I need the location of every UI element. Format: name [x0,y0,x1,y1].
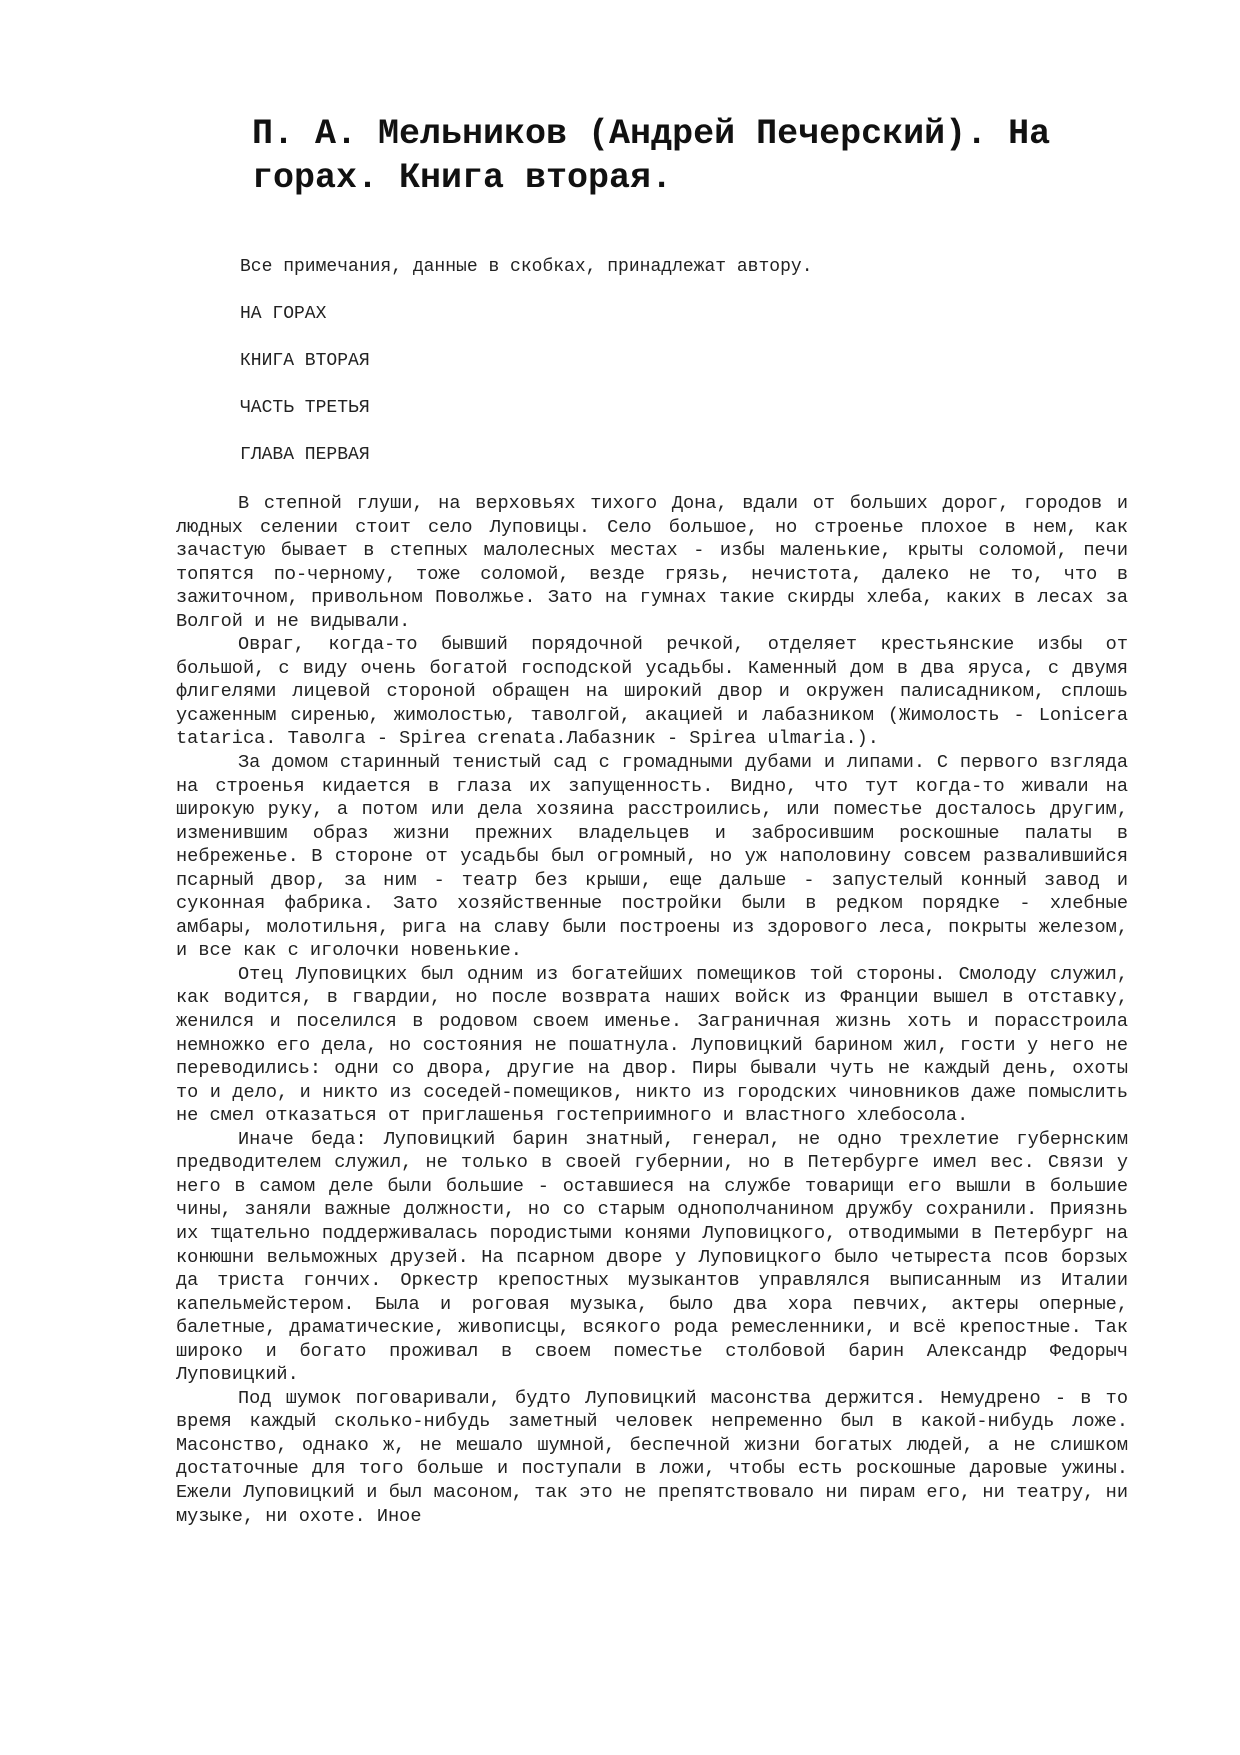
paragraph: Иначе беда: Луповицкий барин знатный, генерал, не одно трехлетие губернским предводителем служил, не только в своей губернии, но в Петербурге имел вес. Связи у него в самом деле были большие - оставшиеся на службе товарищи его вышли в большие чины, заняли важные должности, но со старым однополчанином дружбу сохранили. Приязнь их тщательно поддерживалась породистыми конями Луповицкого, отводимыми в Петербург на конюшни вельможных друзей. На псарном дворе у Луповицкого было четыреста псов борзых да триста гончих. Оркестр крепостных музыкантов управлялся выписанным из Италии капельмейстером. Была и роговая музыка, было два хора певчих, актеры оперные, балетные, драматические, живописцы, всякого рода ремесленники, и всё крепостные. Так широко и богато проживал в своем поместье столбовой барин Александр Федорыч Луповицкий. [176,1128,1128,1386]
heading-book: КНИГА ВТОРАЯ [240,351,370,371]
paragraph: Под шумок поговаривали, будто Луповицкий масонства держится. Немудрено - в то время каждый сколько-нибудь заметный человек непременно был в какой-нибудь ложе. Масонство, однако ж, не мешало шумной, беспечной жизни богатых людей, а не слишком достаточные для того больше и поступали в ложи, чтобы есть роскошные даровые ужины. Ежели Луповицкий и был масоном, так это не препятствовало ни пирам его, ни театру, ни музыке, ни охоте. Иное [176,1387,1128,1527]
paragraph: В степной глуши, на верховьях тихого Дона, вдали от больших дорог, городов и людных селении стоит село Луповицы. Село большое, но строенье плохое в нем, как зачастую бывает в степных малолесных местах - избы маленькие, крыты соломой, печи топятся по-черному, тоже соломой, везде грязь, нечистота, далеко не то, что в зажиточном, привольном Поволжье. Зато на гумнах такие скирды хлеба, каких в лесах за Волгой и не видывали. [176,493,1128,632]
author-note: Все примечания, данные в скобках, принадлежат автору. [240,257,813,277]
paragraph: За домом старинный тенистый сад с громадными дубами и липами. С первого взгляда на строенья кидается в глаза их запущенность. Видно, что тут когда-то живали на широкую руку, а потом или дела хозяина расстроились, или поместье досталось другим, изменившим образ жизни прежних владельцев и забросившим роскошные палаты в небреженье. В стороне от усадьбы был огромный, но уж наполовину совсем развалившийся псарный двор, за ним - театр без крыши, еще дальше - запустелый конный завод и суконная фабрика. Зато хозяйственные постройки были в редком порядке - хлебные амбары, молотильня, рига на славу были построены из здорового леса, покрыты железом, и все как с иголочки новенькие. [176,752,1128,962]
heading-part: ЧАСТЬ ТРЕТЬЯ [240,398,370,418]
heading-work-title: НА ГОРАХ [240,304,327,324]
document-title: П. А. Мельников (Андрей Печерский). На горах. Книга вторая. [252,114,1051,198]
chapter-body [176,492,1128,1528]
front-matter [240,255,1140,490]
paragraph: Отец Луповицких был одним из богатейших помещиков той стороны. Смолоду служил, как водится, в гвардии, но после возврата наших войск из Франции вышел в отставку, женился и поселился в родовом своем именье. Заграничная жизнь хоть и порасстроила немножко его дела, но состояния не пошатнула. Луповицкий барином жил, гости у него не переводились: одни со двора, другие на двор. Пиры бывали чуть не каждый день, охоты то и дело, и никто из соседей-помещиков, никто из городских чиновников даже помыслить не смел отказаться от приглашенья гостеприимного и властного хлебосола. [176,963,1128,1127]
paragraph: Овраг, когда-то бывший порядочной речкой, отделяет крестьянские избы от большой, с виду очень богатой господской усадьбы. Каменный дом в два яруса, с двумя флигелями лицевой стороной обращен на широкий двор и окружен палисадником, сплошь усаженным сиренью, жимолостью, таволгой, акацией и лабазником (Жимолость - Lonicera tatarica. Таволга - Spirea crenata.Лабазник - Spirea ulmaria.). [176,634,1128,750]
heading-chapter: ГЛАВА ПЕРВАЯ [240,445,370,465]
